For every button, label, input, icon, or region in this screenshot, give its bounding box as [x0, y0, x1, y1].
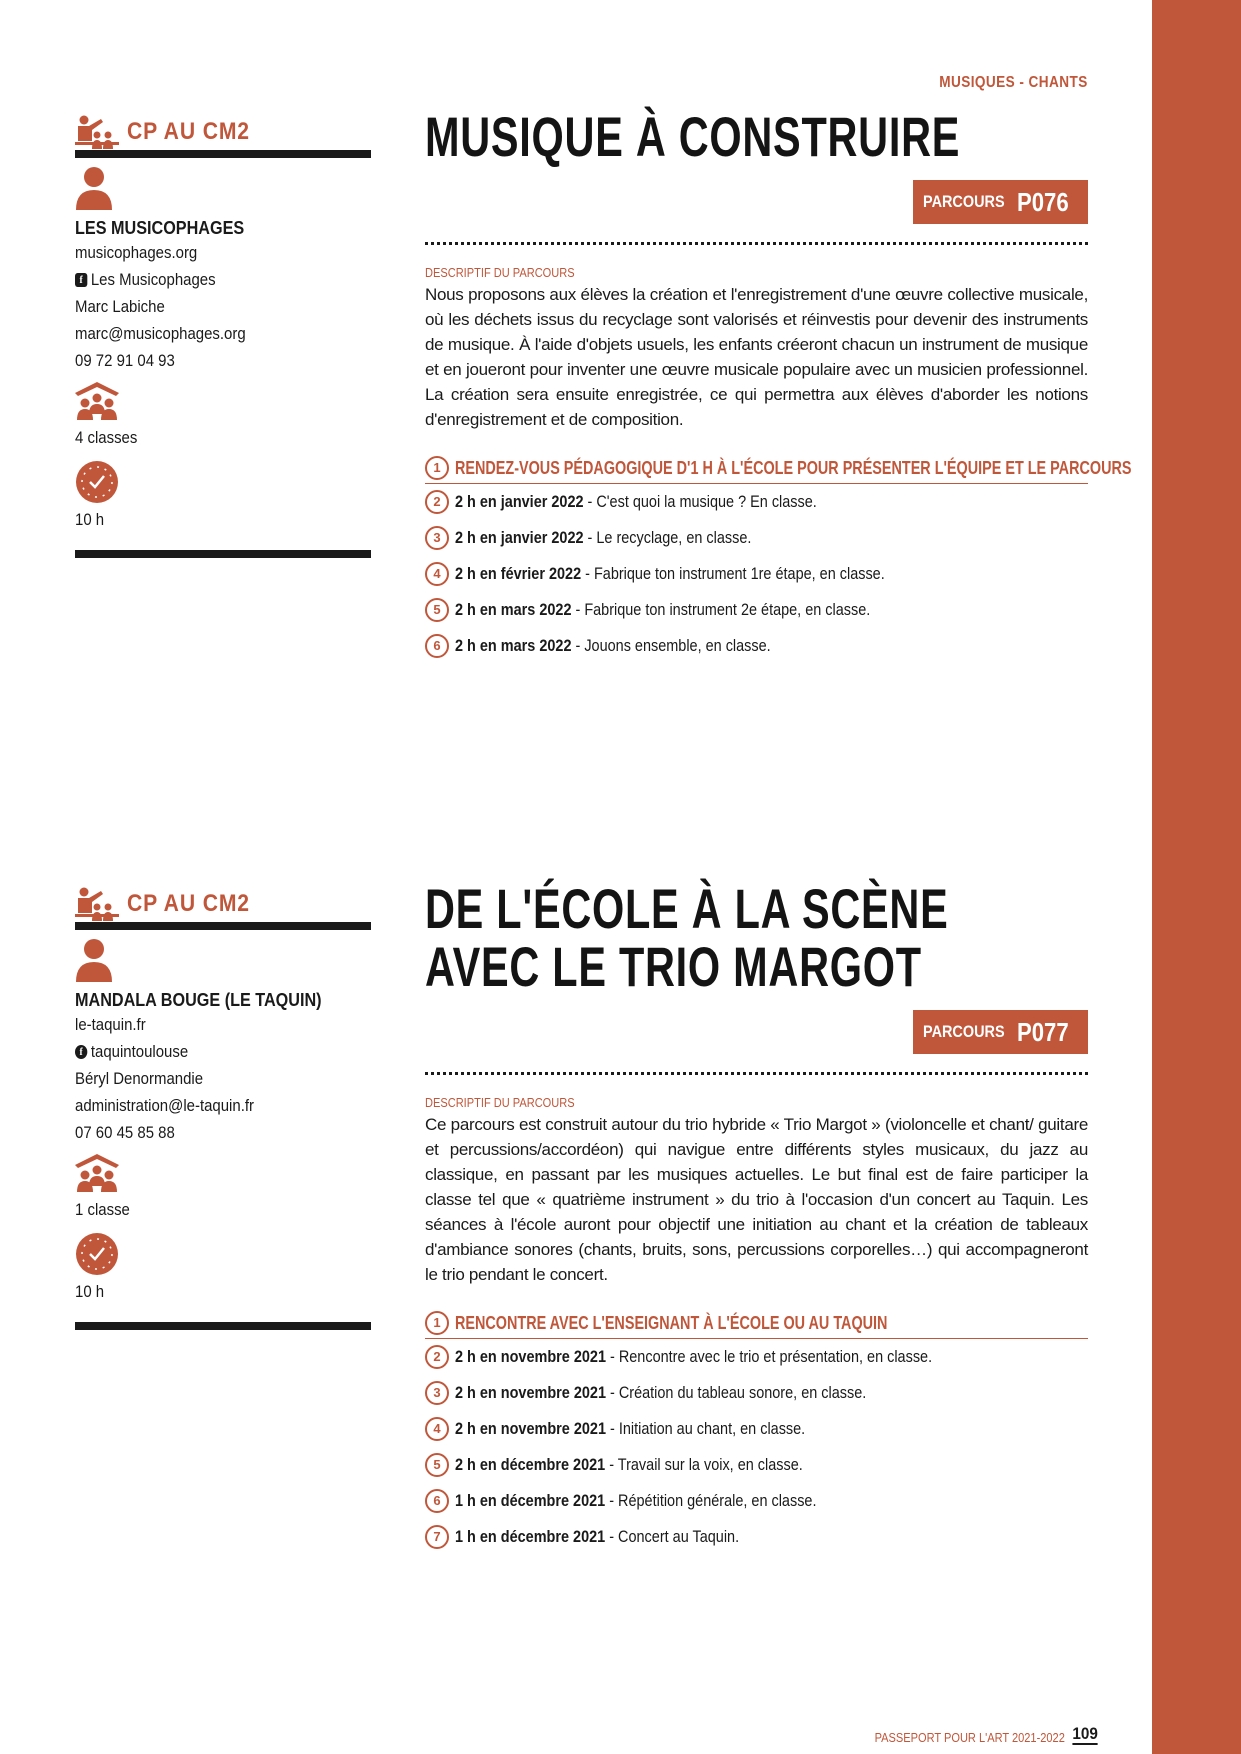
facebook-icon: f: [75, 273, 87, 287]
organisation-name: LES MUSICOPHAGES: [75, 218, 245, 238]
step-what: - C'est quoi la musique ? En classe.: [583, 492, 817, 511]
step-item: [425, 484, 1088, 520]
parcours-badge: [913, 180, 1088, 224]
step-number: 1: [425, 456, 449, 480]
step-when: 2 h en décembre 2021: [455, 1455, 606, 1474]
step-number: 6: [425, 634, 449, 658]
step-item: [425, 1519, 1088, 1555]
step-when: 1 h en décembre 2021: [455, 1491, 606, 1510]
step-what: - Initiation au chant, en classe.: [605, 1419, 806, 1438]
step-number: 3: [425, 526, 449, 550]
step-number: 2: [425, 490, 449, 514]
step-what: - Concert au Taquin.: [605, 1527, 740, 1546]
parcours-badge: [913, 1010, 1088, 1054]
step-what: - Fabrique ton instrument 1re étape, en classe.: [581, 564, 885, 583]
teacher-students-icon: [75, 115, 119, 149]
teacher-students-icon: [75, 887, 119, 921]
badge-code: P076: [1017, 186, 1069, 217]
parcours-title: [425, 105, 961, 168]
email-link[interactable]: marc@musicophages.org: [75, 324, 246, 343]
badge-row: [425, 180, 1088, 224]
facebook-name: taquintoulouse: [90, 1042, 189, 1061]
step-when: 2 h en janvier 2022: [455, 492, 584, 511]
step-text: [455, 1347, 932, 1367]
step-when: 2 h en novembre 2021: [455, 1419, 606, 1438]
step-when: 1 h en décembre 2021: [455, 1527, 606, 1546]
category-label: MUSIQUES - CHANTS: [939, 74, 1088, 91]
level-row: [75, 114, 371, 150]
step-text: [455, 564, 885, 584]
step-when: 2 h en mars 2022: [455, 636, 572, 655]
divider: [75, 1322, 371, 1330]
step-item: [425, 1447, 1088, 1483]
step-number: 1: [425, 1311, 449, 1335]
title-line: DE L'ÉCOLE À LA SCÈNE: [425, 877, 949, 940]
website-link[interactable]: le-taquin.fr: [75, 1015, 146, 1034]
step-text: [455, 636, 771, 656]
step-number: 7: [425, 1525, 449, 1549]
badge-label: PARCOURS: [923, 192, 1005, 211]
email-link[interactable]: administration@le-taquin.fr: [75, 1096, 254, 1115]
badge-code: P077: [1017, 1016, 1069, 1047]
info-column: [75, 886, 371, 1330]
duration: 10 h: [75, 1282, 105, 1301]
footer-text: PASSEPORT POUR L'ART 2021-2022: [874, 1730, 1065, 1745]
phone-number: 09 72 91 04 93: [75, 351, 175, 370]
step-item: [425, 1483, 1088, 1519]
facebook-name: Les Musicophages: [90, 270, 216, 289]
info-column: [75, 114, 371, 558]
step-item: [425, 628, 1088, 664]
step-text: [455, 600, 870, 620]
step-item: [425, 1411, 1088, 1447]
step-what: - Fabrique ton instrument 2e étape, en classe.: [571, 600, 871, 619]
description-label: DESCRIPTIF DU PARCOURS: [425, 265, 575, 280]
person-icon: [75, 166, 113, 210]
contact-name: Béryl Denormandie: [75, 1069, 204, 1088]
step-text: RENDEZ-VOUS PÉDAGOGIQUE D'1 H À L'ÉCOLE POUR PRÉSENTER L'ÉQUIPE ET LE PARCOURS: [455, 457, 1132, 478]
parcours-section-2: [0, 877, 1152, 1606]
step-what: - Jouons ensemble, en classe.: [571, 636, 771, 655]
step-text: RENCONTRE AVEC L'ENSEIGNANT À L'ÉCOLE OU AU TAQUIN: [455, 1312, 888, 1333]
clock-icon: [75, 460, 119, 504]
title-line: MUSIQUE À CONSTRUIRE: [425, 105, 961, 168]
title-line: AVEC LE TRIO MARGOT: [425, 935, 922, 998]
step-number: 4: [425, 1417, 449, 1441]
clock-icon: [75, 1232, 119, 1276]
description-label: DESCRIPTIF DU PARCOURS: [425, 1095, 575, 1110]
step-text: [455, 1527, 739, 1547]
step-number: 6: [425, 1489, 449, 1513]
classroom-icon: [75, 382, 119, 422]
description-text: Ce parcours est construit autour du trio hybride « Trio Margot » (violoncelle et chant/ guitare et percussions/accordéon) qui navigue entre différents styles musicaux, du jazz au classique, en passant par les musiques actuelles. Le but final est de faire participer la classe tel que « quatrième instrument » du trio à l'occasion d'un concert au Taquin. Les séances à l'école auront pour objectif une initiation au chant et la création de tableaux d'ambiance sonores (chants, bruits, sons, percussions corporelles…) qui accompagneront le trio pendant le concert.: [425, 1115, 1088, 1284]
step-item: [425, 556, 1088, 592]
step-number: 3: [425, 1381, 449, 1405]
step-when: 2 h en février 2022: [455, 564, 582, 583]
dotted-divider: [425, 1072, 1088, 1075]
step-what: - Création du tableau sonore, en classe.: [605, 1383, 867, 1402]
facebook-row[interactable]: [75, 266, 335, 293]
organisation-name: MANDALA BOUGE (LE TAQUIN): [75, 990, 322, 1010]
description-text: Nous proposons aux élèves la création et l'enregistrement d'une œuvre collective musicale, où les déchets issus du recyclage sont valorisés et réinvestis pour devenir des instruments de musique. À l'aide d'objets usuels, les enfants créeront chacun un instrument de musique et en joueront pour inventer une œuvre musicale populaire avec un musicien professionnel. La création sera ensuite enregistrée, ce qui permettra aux élèves d'aborder les notions d'enregistrement et de composition.: [425, 285, 1088, 429]
step-what: - Travail sur la voix, en classe.: [605, 1455, 803, 1474]
level-label: CP AU CM2: [127, 118, 250, 145]
step-when: 2 h en janvier 2022: [455, 528, 584, 547]
phone-number: 07 60 45 85 88: [75, 1123, 175, 1142]
step-text: [455, 1491, 816, 1511]
step-1: [425, 456, 1132, 484]
step-what: - Rencontre avec le trio et présentation, en classe.: [605, 1347, 933, 1366]
badge-label: PARCOURS: [923, 1022, 1005, 1041]
page-footer: [841, 1725, 1099, 1745]
step-when: 2 h en novembre 2021: [455, 1347, 606, 1366]
level-row: [75, 886, 371, 922]
step-item: [425, 520, 1088, 556]
divider: [75, 922, 371, 930]
website-link[interactable]: musicophages.org: [75, 243, 198, 262]
step-number: 5: [425, 598, 449, 622]
step-what: - Le recyclage, en classe.: [583, 528, 752, 547]
classroom-icon: [75, 1154, 119, 1194]
classes-count: 4 classes: [75, 428, 138, 447]
person-icon: [75, 938, 113, 982]
step-item: [425, 1339, 1088, 1375]
step-text: [455, 1419, 805, 1439]
step-item: [425, 592, 1088, 628]
facebook-icon: f: [75, 1045, 87, 1059]
step-text: [455, 1455, 803, 1475]
content-column: [425, 105, 1132, 664]
page-number: 109: [1072, 1724, 1098, 1743]
step-what: - Répétition générale, en classe.: [605, 1491, 817, 1510]
classes-count: 1 classe: [75, 1200, 130, 1219]
badge-row: [425, 1010, 1088, 1054]
parcours-title: [425, 877, 949, 998]
step-number: 4: [425, 562, 449, 586]
divider: [75, 550, 371, 558]
facebook-row[interactable]: [75, 1038, 335, 1065]
step-text: [455, 492, 817, 512]
level-label: CP AU CM2: [127, 890, 250, 917]
step-item: [425, 1375, 1088, 1411]
step-number: 5: [425, 1453, 449, 1477]
step-text: [455, 528, 751, 548]
step-when: 2 h en mars 2022: [455, 600, 572, 619]
step-number: 2: [425, 1345, 449, 1369]
duration: 10 h: [75, 510, 105, 529]
contact-name: Marc Labiche: [75, 297, 165, 316]
step-when: 2 h en novembre 2021: [455, 1383, 606, 1402]
parcours-section-1: [0, 105, 1152, 834]
step-text: [455, 1383, 866, 1403]
step-1: [425, 1311, 1088, 1339]
content-column: [425, 877, 1088, 1555]
divider: [75, 150, 371, 158]
dotted-divider: [425, 242, 1088, 245]
side-band: [1152, 0, 1241, 1754]
